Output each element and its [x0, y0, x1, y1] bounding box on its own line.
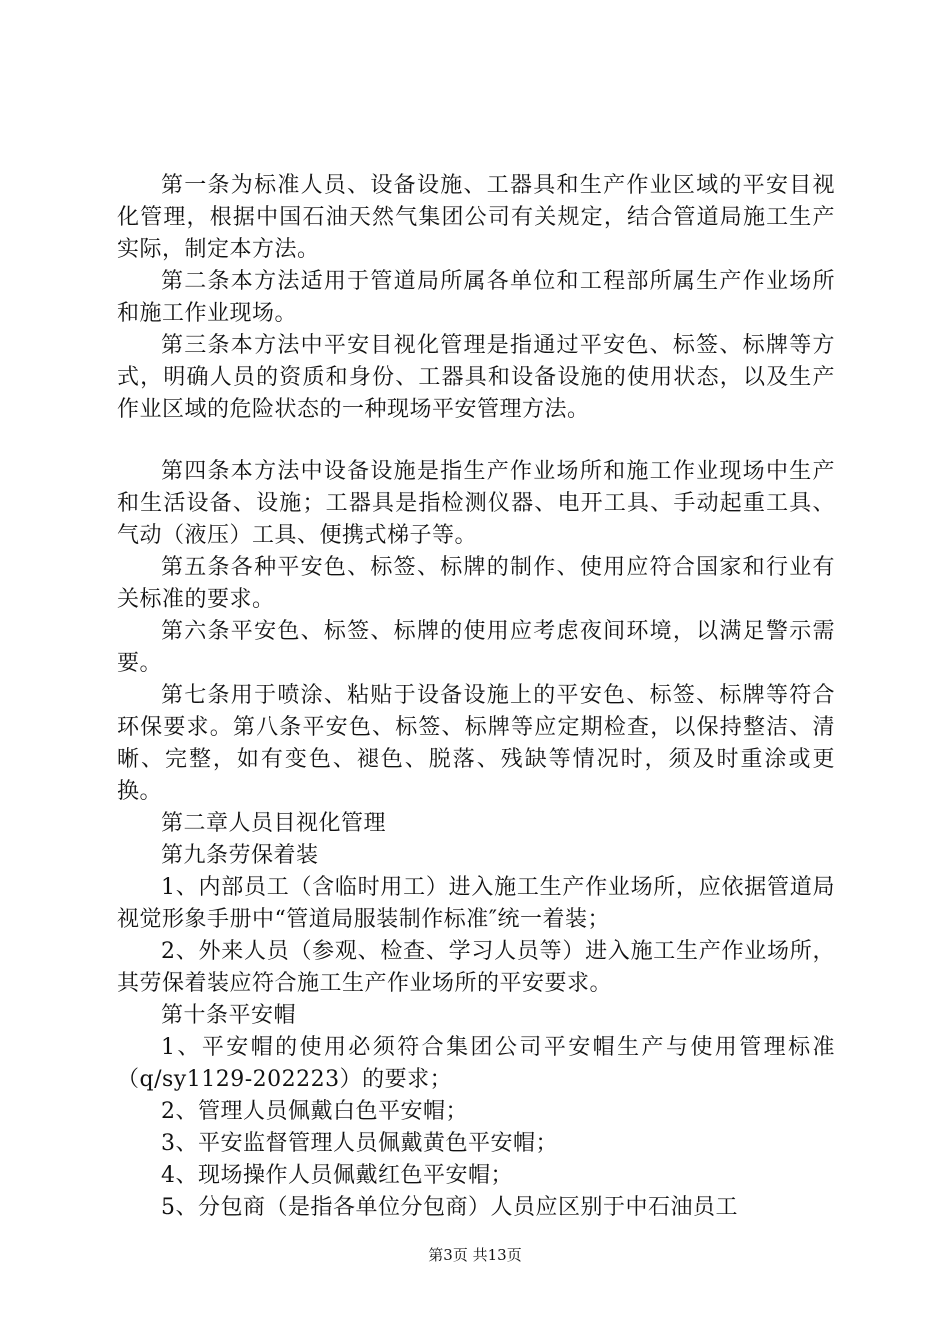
- list-item: 1、内部员工（含临时用工）进入施工生产作业场所，应依据管道局视觉形象手册中“管道局服装制作标准″统一着装；: [117, 875, 835, 932]
- chapter-heading: 第二章人员目视化管理: [161, 811, 387, 836]
- paragraph-article-10-title: 第十条平安帽: [161, 1003, 297, 1028]
- list-item: 4、现场操作人员佩戴红色平安帽；: [161, 1163, 513, 1188]
- list-item: 1、平安帽的使用必须符合集团公司平安帽生产与使用管理标准（q/sy1129-202223）的要求；: [117, 1035, 835, 1092]
- list-item: 2、外来人员（参观、检查、学习人员等）进入施工生产作业场所，其劳保着装应符合施工生产作业场所的平安要求。: [117, 939, 835, 996]
- paragraph-article-2: 第二条本方法适用于管道局所属各单位和工程部所属生产作业场所和施工作业现场。: [117, 269, 835, 326]
- document-body: [117, 170, 835, 1224]
- paragraph-article-9-title: 第九条劳保着装: [161, 843, 319, 868]
- paragraph-article-7-8: 第七条用于喷涂、粘贴于设备设施上的平安色、标签、标牌等符合环保要求。第八条平安色、标签、标牌等应定期检查，以保持整洁、清晰、完整，如有变色、褪色、脱落、残缺等情况时，须及时重涂或更换。: [117, 683, 835, 804]
- list-item: 2、管理人员佩戴白色平安帽；: [161, 1099, 468, 1124]
- list-item: 5、分包商（是指各单位分包商）人员应区别于中石油员工: [161, 1195, 738, 1220]
- paragraph-article-3: 第三条本方法中平安目视化管理是指通过平安色、标签、标牌等方式，明确人员的资质和身份、工器具和设备设施的使用状态，以及生产作业区域的危险状态的一种现场平安管理方法。: [117, 333, 835, 422]
- paragraph-article-6: 第六条平安色、标签、标牌的使用应考虑夜间环境，以满足警示需要。: [117, 619, 835, 676]
- page-number-footer: 第3页 共13页: [428, 1246, 522, 1264]
- paragraph-article-5: 第五条各种平安色、标签、标牌的制作、使用应符合国家和行业有关标准的要求。: [117, 555, 835, 612]
- paragraph-article-4: 第四条本方法中设备设施是指生产作业场所和施工作业现场中生产和生活设备、设施；工器具是指检测仪器、电开工具、手动起重工具、气动（液压）工具、便携式梯子等。: [117, 459, 835, 548]
- paragraph-article-1: 第一条为标准人员、设备设施、工器具和生产作业区域的平安目视化管理，根据中国石油天然气集团公司有关规定，结合管道局施工生产实际，制定本方法。: [117, 173, 835, 262]
- list-item: 3、平安监督管理人员佩戴黄色平安帽；: [161, 1131, 558, 1156]
